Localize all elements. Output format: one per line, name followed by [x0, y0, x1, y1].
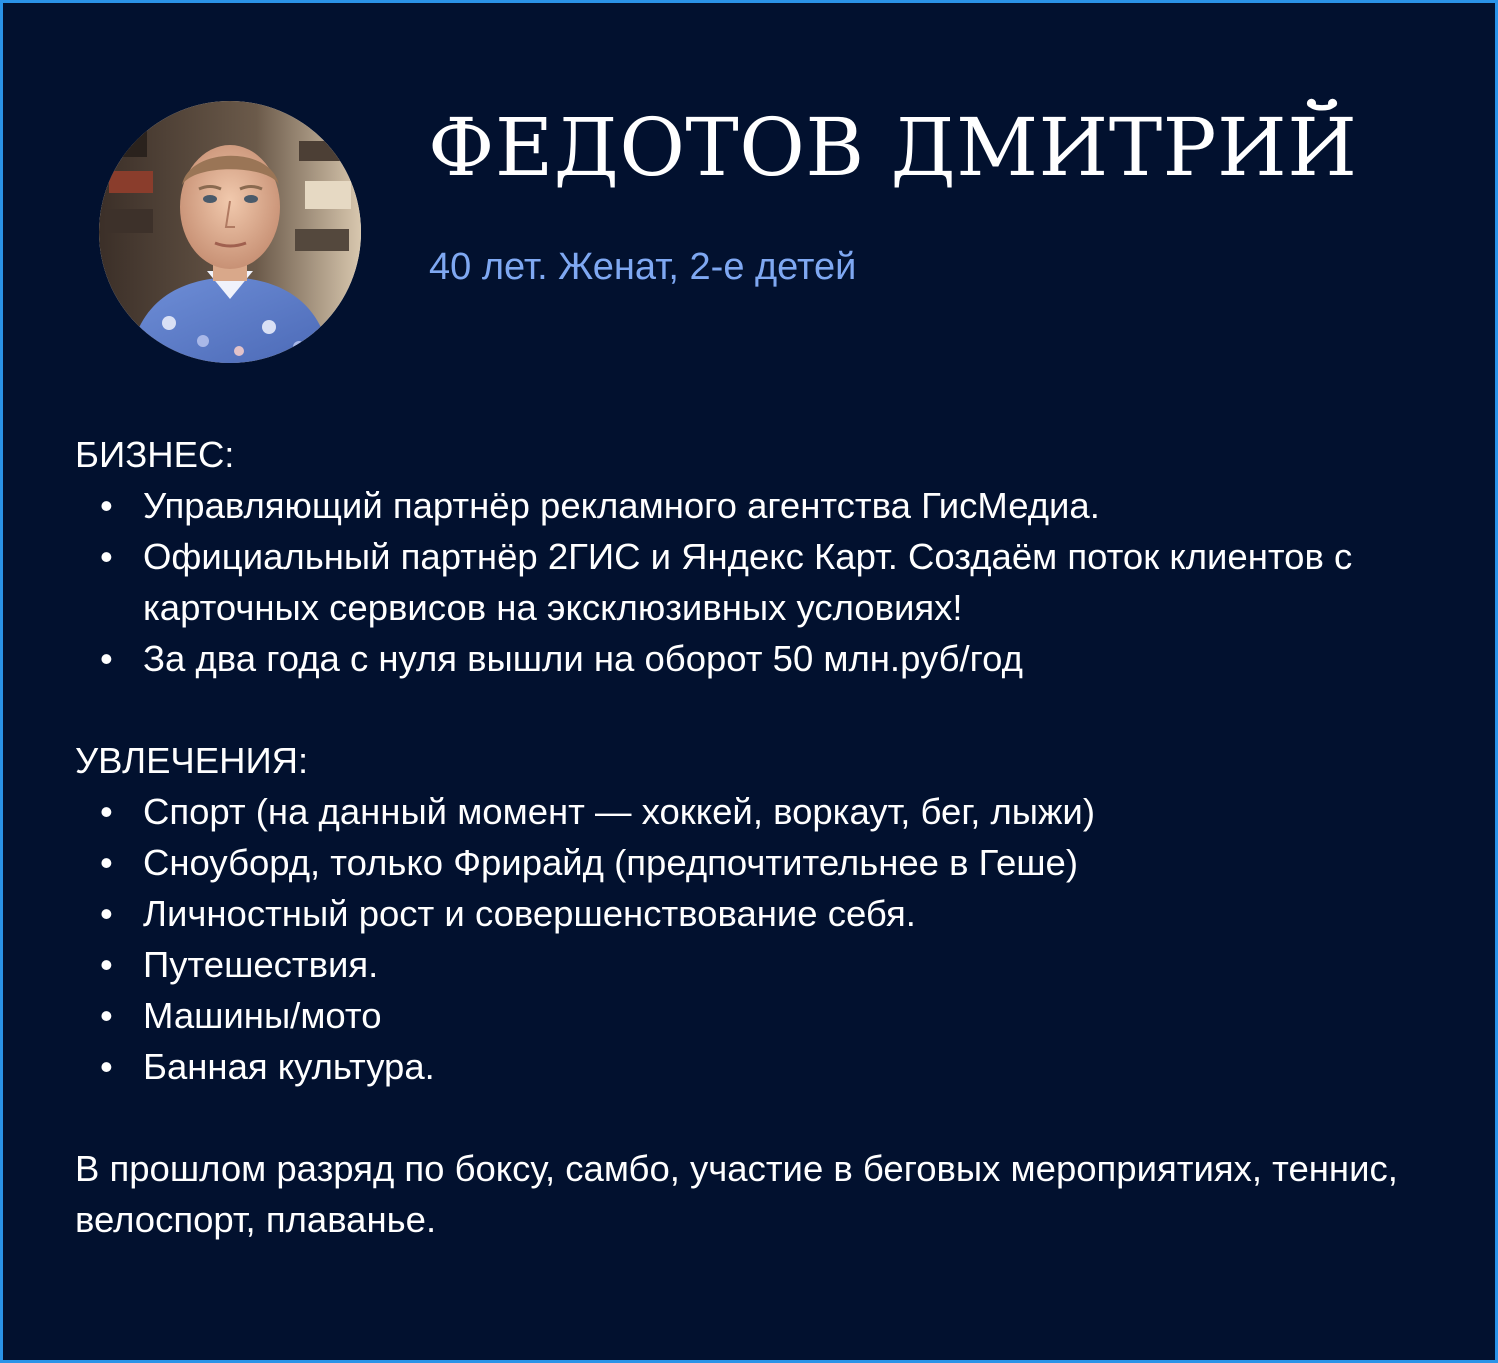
- hobby-item: • Личностный рост и совершенствование себя.: [75, 888, 1455, 939]
- section-spacer: [75, 1092, 1455, 1143]
- avatar: [99, 101, 361, 363]
- person-name: ФЕДОТОВ ДМИТРИЙ: [428, 101, 1358, 194]
- hobby-item: • Машины/мото: [75, 990, 1455, 1041]
- hobby-item: • Банная культура.: [75, 1041, 1455, 1092]
- hobbies-list: [75, 786, 1455, 1092]
- avatar-photo: [99, 101, 361, 363]
- past-achievements: В прошлом разряд по боксу, самбо, участие в беговых мероприятиях, теннис, велоспорт, плаванье.: [75, 1148, 1398, 1240]
- hobby-item: • Путешествия.: [75, 939, 1455, 990]
- business-heading: БИЗНЕС:: [75, 434, 235, 475]
- business-item: • Управляющий партнёр рекламного агентства ГисМедиа.: [75, 480, 1455, 531]
- business-item: • За два года с нуля вышли на оборот 50 млн.руб/год: [75, 633, 1455, 684]
- business-list: [75, 480, 1455, 684]
- business-item: • Официальный партнёр 2ГИС и Яндекс Карт. Создаём поток клиентов с карточных сервисов на эксклюзивных условиях!: [75, 531, 1455, 633]
- person-subtitle: 40 лет. Женат, 2-е детей: [429, 246, 857, 288]
- hobby-item: • Спорт (на данный момент — хоккей, воркаут, бег, лыжи): [75, 786, 1455, 837]
- profile-content: [75, 429, 1455, 1245]
- hobbies-heading: УВЛЕЧЕНИЯ:: [75, 740, 309, 781]
- hobby-item: • Сноуборд, только Фрирайд (предпочтительнее в Геше): [75, 837, 1455, 888]
- section-spacer: [75, 684, 1455, 735]
